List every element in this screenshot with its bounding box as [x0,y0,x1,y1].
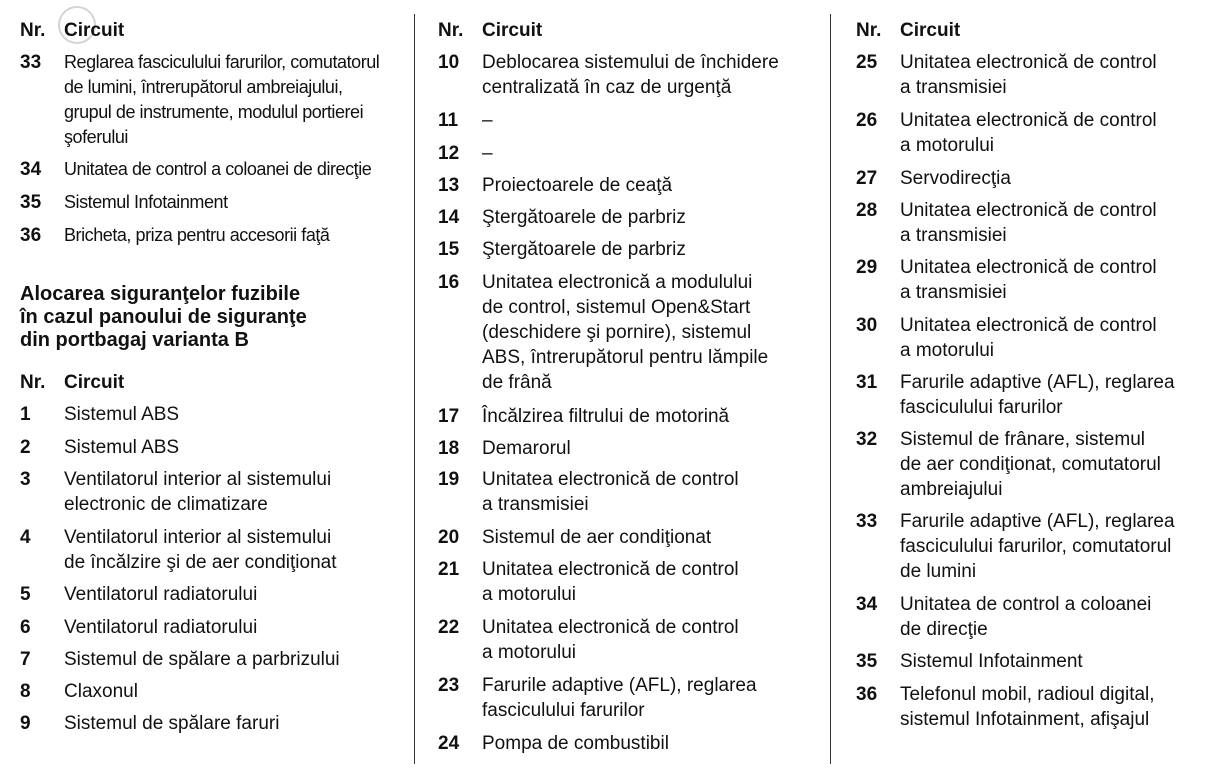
fuse-row [856,108,1157,158]
fuse-circuit-line: Reglarea fasciculului farurilor, comutatorul [64,52,380,72]
fuse-circuit [482,173,672,198]
fuse-circuit [482,404,729,429]
fuse-row [438,50,779,100]
fuse-circuit-line: a motorului [900,135,994,156]
fuse-number: 19 [438,469,460,490]
fuse-circuit [900,198,1157,248]
fuse-row [856,166,1011,191]
fuse-circuit-line: de lumini [900,561,977,582]
fuse-circuit-line: Sistemul ABS [64,437,180,458]
fuse-row [438,108,493,133]
fuse-number: 25 [856,52,878,73]
fuse-row [438,237,686,262]
fuse-circuit-line: Farurile adaptive (AFL), reglarea [482,675,757,696]
fuse-circuit [482,525,711,550]
fuse-row [438,615,739,665]
fuse-circuit-line: centralizată în caz de urgenţă [482,77,732,98]
fuse-row [438,404,729,429]
fuse-circuit [64,190,228,215]
fuse-row [856,313,1157,363]
fuse-circuit-line: Ventilatorul interior al sistemului [64,527,332,548]
fuse-circuit [900,592,1151,642]
fuse-row [20,525,337,575]
fuse-number: 32 [856,429,878,450]
fuse-circuit [64,679,138,704]
fuse-number: 26 [856,110,878,131]
fuse-circuit-line: de control, sistemul Open&Start [482,297,751,318]
fuse-circuit-line: Unitatea electronică de control [482,469,739,490]
fuse-circuit [64,50,379,150]
fuse-circuit-line: grupul de instrumente, modulul portierei [64,102,364,122]
fuse-circuit [900,108,1157,158]
fuse-circuit-line: a motorului [482,584,576,605]
fuse-circuit-line: Farurile adaptive (AFL), reglarea [900,372,1175,393]
fuse-circuit-line: Unitatea electronică de control [900,110,1157,131]
fuse-number: 33 [856,511,878,532]
fuse-circuit-line: Ştergătoarele de parbriz [482,207,686,228]
fuse-circuit-line: Unitatea de control a coloanei [900,594,1152,615]
fuse-row [438,557,739,607]
fuse-row [20,679,138,704]
fuse-circuit-line: Unitatea electronică de control [900,200,1157,221]
header-circuit: Circuit [64,372,125,393]
fuse-number: 34 [20,159,42,180]
fuse-circuit [64,615,257,640]
fuse-circuit [482,615,739,665]
fuse-circuit [64,647,340,672]
fuse-number: 5 [20,584,31,605]
table-header-1 [20,19,124,43]
fuse-row [20,711,279,736]
fuse-number: 12 [438,143,460,164]
header-nr: Nr. [20,372,46,393]
fuse-circuit-line: Sistemul ABS [64,404,180,425]
column-divider-left [414,14,415,764]
fuse-circuit-line: (deschidere şi pornire), sistemul [482,322,752,343]
fuse-circuit-line: Sistemul Infotainment [64,192,228,212]
fuse-number: 20 [438,527,460,548]
fuse-circuit [64,402,179,427]
column-divider-right [830,14,831,764]
fuse-row [20,50,379,150]
fuse-circuit-line: a motorului [900,340,994,361]
fuse-number: 7 [20,649,31,670]
fuse-number: 9 [20,713,31,734]
fuse-number: 17 [438,406,460,427]
fuse-circuit-line: Proiectoarele de ceaţă [482,175,673,196]
fuse-circuit-line: Ştergătoarele de parbriz [482,239,686,260]
header-nr: Nr. [856,20,882,41]
fuse-number: 4 [20,527,31,548]
fuse-number: 8 [20,681,31,702]
fuse-row [856,427,1161,502]
fuse-circuit [482,50,779,100]
fuse-circuit-line: ABS, întrerupătorul pentru lămpile [482,347,769,368]
fuse-circuit [900,255,1157,305]
fuse-circuit-line: Ventilatorul radiatorului [64,617,258,638]
fuse-circuit-line: sistemul Infotainment, afişajul [900,709,1150,730]
fuse-number: 29 [856,257,878,278]
fuse-circuit [64,435,179,460]
fuse-number: 15 [438,239,460,260]
section-title-line: din portbagaj varianta B [20,329,249,351]
fuse-row [20,467,331,517]
fuse-circuit-line: Servodirecţia [900,168,1011,189]
fuse-circuit-line: Telefonul mobil, radioul digital, [900,684,1155,705]
header-nr: Nr. [438,20,464,41]
fuse-row [20,615,257,640]
fuse-row [438,731,669,756]
fuse-circuit [900,370,1175,420]
section-title [20,283,405,352]
header-circuit: Circuit [482,20,543,41]
fuse-circuit-line: de aer condiţionat, comutatorul [900,454,1161,475]
fuse-circuit [482,237,686,262]
fuse-number: 31 [856,372,878,393]
fuse-circuit [900,313,1157,363]
fuse-circuit-line: – [482,143,493,164]
fuse-circuit-line: fasciculului farurilor [900,397,1063,418]
fuse-circuit-line: a motorului [482,642,576,663]
fuse-number: 10 [438,52,460,73]
fuse-circuit [482,108,493,133]
fuse-circuit-line: de lumini, întrerupătorul ambreiajului, [64,77,343,97]
fuse-circuit [482,557,739,607]
fuse-circuit-line: – [482,110,493,131]
fuse-number: 28 [856,200,878,221]
fuse-row [20,435,179,460]
fuse-circuit-line: a transmisiei [900,77,1007,98]
fuse-number: 33 [20,52,42,73]
fuse-circuit-line: a transmisiei [482,494,589,515]
fuse-number: 24 [438,733,460,754]
fuse-circuit-line: fasciculului farurilor, comutatorul [900,536,1172,557]
fuse-circuit-line: fasciculului farurilor [482,700,645,721]
fuse-row [438,141,493,166]
fuse-row [856,370,1175,420]
fuse-circuit-line: Unitatea electronică de control [900,315,1157,336]
fuse-number: 22 [438,617,460,638]
fuse-circuit [64,223,330,248]
fuse-circuit-line: Demarorul [482,438,571,459]
fuse-circuit [64,467,331,517]
fuse-number: 36 [20,225,42,246]
fuse-circuit-line: Unitatea electronică de control [900,257,1157,278]
fuse-circuit-line: Sistemul de spălare a parbrizului [64,649,340,670]
fuse-row [20,157,371,182]
fuse-circuit-line: Bricheta, priza pentru accesorii faţă [64,225,330,245]
fuse-number: 18 [438,438,460,459]
fuse-circuit-line: Unitatea electronică de control [900,52,1157,73]
fuse-row [438,270,768,395]
fuse-circuit-line: de frână [482,372,552,393]
fuse-row [856,592,1151,642]
fuse-circuit [900,50,1157,100]
fuse-circuit [482,270,768,395]
fuse-circuit-line: a transmisiei [900,225,1007,246]
fuse-circuit [64,157,371,182]
fuse-circuit [482,673,757,723]
fuse-row [438,205,686,230]
fuse-row [438,467,739,517]
fuse-row [856,682,1155,732]
fuse-circuit-line: Ventilatorul interior al sistemului [64,469,332,490]
fuse-number: 30 [856,315,878,336]
header-circuit: Circuit [900,20,961,41]
fuse-circuit-line: de direcţie [900,619,988,640]
fuse-number: 3 [20,469,31,490]
fuse-row [20,647,340,672]
fuse-number: 13 [438,175,460,196]
fuse-number: 34 [856,594,878,615]
fuse-circuit-line: Claxonul [64,681,138,702]
fuse-circuit-line: Unitatea de control a coloanei de direcţie [64,159,372,179]
fuse-row [438,525,711,550]
fuse-row [856,649,1083,674]
fuse-number: 35 [20,192,42,213]
fuse-circuit-line: Sistemul de frânare, sistemul [900,429,1145,450]
fuse-circuit [482,731,669,756]
table-header-3 [438,19,542,43]
fuse-circuit-line: Ventilatorul radiatorului [64,584,258,605]
fuse-number: 16 [438,272,460,293]
fuse-circuit-line: ambreiajului [900,479,1003,500]
table-header-2 [20,371,124,395]
fuse-circuit [64,582,257,607]
fuse-circuit-line: de încălzire şi de aer condiţionat [64,552,337,573]
fuse-row [20,223,330,248]
fuse-circuit-line: Unitatea electronică de control [482,559,739,580]
fuse-circuit-line: Pompa de combustibil [482,733,669,754]
fuse-circuit-line: Farurile adaptive (AFL), reglarea [900,511,1175,532]
fuse-row [20,190,228,215]
fuse-row [856,509,1175,584]
fuse-number: 2 [20,437,31,458]
fuse-row [856,198,1157,248]
fuse-row [438,173,672,198]
fuse-number: 23 [438,675,460,696]
fuse-circuit [64,525,337,575]
fuse-number: 11 [438,110,459,131]
fuse-circuit [900,166,1011,191]
fuse-circuit-line: Sistemul de aer condiţionat [482,527,712,548]
fuse-number: 1 [20,404,31,425]
fuse-circuit [482,436,571,461]
fuse-number: 35 [856,651,878,672]
fuse-number: 36 [856,684,878,705]
fuse-number: 14 [438,207,460,228]
fuse-circuit [482,467,739,517]
fuse-circuit-line: Unitatea electronică de control [482,617,739,638]
section-title-line: Alocarea siguranţelor fuzibile [20,283,301,305]
fuse-row [20,402,179,427]
fuse-circuit [900,649,1083,674]
header-nr: Nr. [20,20,46,41]
fuse-row [438,673,757,723]
fuse-circuit-line: Sistemul de spălare faruri [64,713,280,734]
fuse-circuit-line: Deblocarea sistemului de închidere [482,52,779,73]
fuse-circuit [64,711,279,736]
fuse-row [438,436,571,461]
fuse-circuit [900,427,1161,502]
fuse-circuit [482,205,686,230]
fuse-row [20,582,257,607]
fuse-circuit [482,141,493,166]
fuse-circuit-line: şoferului [64,127,128,147]
table-header-4 [856,19,960,43]
fuse-number: 27 [856,168,878,189]
fuse-circuit-line: electronic de climatizare [64,494,268,515]
fuse-row [856,255,1157,305]
fuse-circuit [900,682,1155,732]
section-title-line: în cazul panoului de siguranţe [20,306,307,328]
fuse-circuit-line: Sistemul Infotainment [900,651,1083,672]
fuse-circuit-line: Încălzirea filtrului de motorină [482,406,730,427]
fuse-circuit-line: a transmisiei [900,282,1007,303]
fuse-circuit [900,509,1175,584]
fuse-row [856,50,1157,100]
header-circuit: Circuit [64,20,125,41]
fuse-number: 6 [20,617,31,638]
fuse-circuit-line: Unitatea electronică a modulului [482,272,753,293]
fuse-number: 21 [438,559,460,580]
